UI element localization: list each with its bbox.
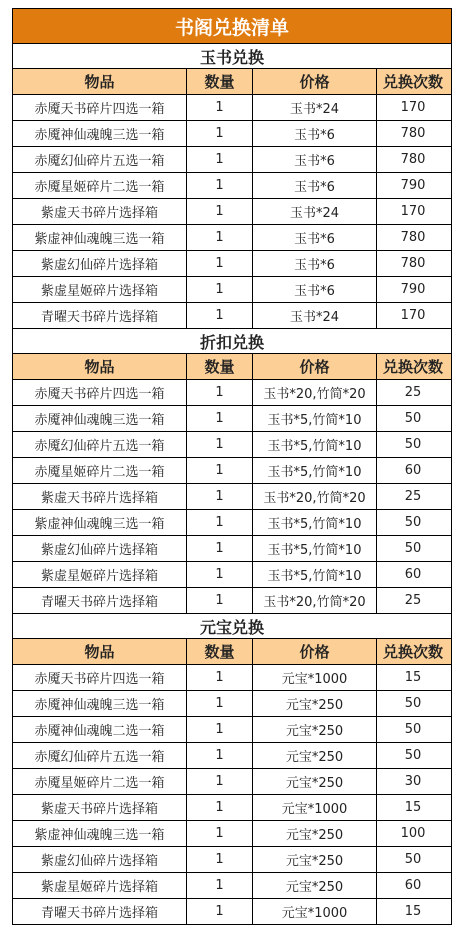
- price-cell: 玉书*6: [253, 225, 377, 250]
- price-cell: 玉书*5,竹简*10: [253, 510, 377, 535]
- table-row: [13, 147, 451, 173]
- times-cell: 780: [400, 126, 426, 141]
- qty-cell: 1: [187, 147, 253, 172]
- times-cell: 60: [404, 878, 422, 893]
- times-cell: 100: [400, 826, 426, 841]
- table-row: [13, 821, 451, 847]
- price-cell: 元宝*250: [253, 691, 377, 716]
- table-row: [13, 277, 451, 303]
- qty-cell: 1: [187, 277, 253, 302]
- table-row: [13, 899, 451, 925]
- price-cell: 元宝*1000: [253, 665, 377, 690]
- header-item: 物品: [13, 69, 187, 94]
- table-row: [13, 406, 451, 432]
- qty-cell: 1: [187, 406, 253, 431]
- times-cell: 780: [400, 152, 426, 167]
- item-cell: 赤魇幻仙碎片五选一箱: [13, 743, 187, 768]
- price-cell: 玉书*5,竹简*10: [253, 562, 377, 587]
- qty-cell: 1: [187, 769, 253, 794]
- table-row: [13, 873, 451, 899]
- times-cell: 780: [400, 256, 426, 271]
- qty-cell: 1: [187, 380, 253, 405]
- table-row: [13, 510, 451, 536]
- price-cell: 玉书*6: [253, 147, 377, 172]
- header-times: 兑换次数: [382, 73, 443, 91]
- times-cell: 50: [404, 541, 422, 556]
- item-cell: 紫虚神仙魂魄三选一箱: [13, 225, 187, 250]
- times-cell: 15: [404, 670, 422, 685]
- table-row: [13, 743, 451, 769]
- qty-cell: 1: [187, 121, 253, 146]
- item-cell: 紫虚幻仙碎片选择箱: [13, 847, 187, 872]
- table-row: [13, 588, 451, 614]
- price-cell: 玉书*24: [253, 199, 377, 224]
- price-cell: 玉书*6: [253, 251, 377, 276]
- table-row: [13, 717, 451, 743]
- times-cell: 50: [404, 437, 422, 452]
- price-cell: 玉书*20,竹简*20: [253, 484, 377, 509]
- item-cell: 赤魇神仙魂魄三选一箱: [13, 691, 187, 716]
- table-header-row: [13, 639, 451, 665]
- times-cell: 170: [400, 100, 426, 115]
- table-row: [13, 199, 451, 225]
- price-cell: 元宝*250: [253, 743, 377, 768]
- qty-cell: 1: [187, 251, 253, 276]
- qty-cell: 1: [187, 691, 253, 716]
- item-cell: 紫虚星姬碎片选择箱: [13, 873, 187, 898]
- qty-cell: 1: [187, 95, 253, 120]
- qty-cell: 1: [187, 458, 253, 483]
- item-cell: 赤魇神仙魂魄三选一箱: [13, 121, 187, 146]
- times-cell: 50: [404, 722, 422, 737]
- item-cell: 紫虚天书碎片选择箱: [13, 795, 187, 820]
- qty-cell: 1: [187, 199, 253, 224]
- item-cell: 紫虚幻仙碎片选择箱: [13, 536, 187, 561]
- item-cell: 赤魇天书碎片四选一箱: [13, 380, 187, 405]
- table-row: [13, 173, 451, 199]
- price-cell: 元宝*250: [253, 821, 377, 846]
- table-row: [13, 691, 451, 717]
- sections-container: [13, 44, 451, 925]
- times-cell: 170: [400, 308, 426, 323]
- price-cell: 玉书*6: [253, 121, 377, 146]
- times-cell: 25: [404, 593, 422, 608]
- price-cell: 玉书*20,竹简*20: [253, 380, 377, 405]
- item-cell: 青曜天书碎片选择箱: [13, 588, 187, 613]
- item-cell: 紫虚星姬碎片选择箱: [13, 562, 187, 587]
- item-cell: 紫虚神仙魂魄三选一箱: [13, 821, 187, 846]
- times-cell: 50: [404, 852, 422, 867]
- table-row: [13, 795, 451, 821]
- item-cell: 青曜天书碎片选择箱: [13, 303, 187, 328]
- qty-cell: 1: [187, 588, 253, 613]
- qty-cell: 1: [187, 536, 253, 561]
- item-cell: 紫虚天书碎片选择箱: [13, 199, 187, 224]
- header-times: 兑换次数: [382, 358, 443, 376]
- times-cell: 15: [404, 904, 422, 919]
- price-cell: 元宝*250: [253, 873, 377, 898]
- qty-cell: 1: [187, 562, 253, 587]
- section-title: 折扣兑换: [13, 329, 451, 354]
- table-row: [13, 380, 451, 406]
- times-cell: 60: [404, 463, 422, 478]
- table-header-row: [13, 69, 451, 95]
- times-cell: 780: [400, 230, 426, 245]
- qty-cell: 1: [187, 510, 253, 535]
- item-cell: 青曜天书碎片选择箱: [13, 899, 187, 924]
- section-title: 元宝兑换: [13, 614, 451, 639]
- table-row: [13, 95, 451, 121]
- qty-cell: 1: [187, 795, 253, 820]
- times-cell: 25: [404, 385, 422, 400]
- item-cell: 紫虚天书碎片选择箱: [13, 484, 187, 509]
- header-qty: 数量: [187, 639, 253, 664]
- times-cell: 30: [404, 774, 422, 789]
- price-cell: 玉书*24: [253, 303, 377, 328]
- qty-cell: 1: [187, 484, 253, 509]
- table-row: [13, 432, 451, 458]
- qty-cell: 1: [187, 717, 253, 742]
- times-cell: 790: [400, 178, 426, 193]
- item-cell: 赤魇幻仙碎片五选一箱: [13, 432, 187, 457]
- table-row: [13, 303, 451, 329]
- table-row: [13, 769, 451, 795]
- table-row: [13, 847, 451, 873]
- times-cell: 50: [404, 696, 422, 711]
- qty-cell: 1: [187, 665, 253, 690]
- exchange-sheet: [12, 8, 452, 925]
- qty-cell: 1: [187, 873, 253, 898]
- price-cell: 元宝*1000: [253, 795, 377, 820]
- table-row: [13, 536, 451, 562]
- price-cell: 玉书*6: [253, 277, 377, 302]
- qty-cell: 1: [187, 821, 253, 846]
- qty-cell: 1: [187, 225, 253, 250]
- times-cell: 170: [400, 204, 426, 219]
- price-cell: 玉书*5,竹简*10: [253, 458, 377, 483]
- price-cell: 玉书*24: [253, 95, 377, 120]
- section-title: 玉书兑换: [13, 44, 451, 69]
- table-row: [13, 251, 451, 277]
- table-row: [13, 225, 451, 251]
- table-row: [13, 458, 451, 484]
- times-cell: 50: [404, 411, 422, 426]
- item-cell: 赤魇星姬碎片二选一箱: [13, 769, 187, 794]
- price-cell: 玉书*5,竹简*10: [253, 406, 377, 431]
- price-cell: 元宝*250: [253, 769, 377, 794]
- qty-cell: 1: [187, 743, 253, 768]
- price-cell: 元宝*1000: [253, 899, 377, 924]
- table-row: [13, 484, 451, 510]
- item-cell: 赤魇星姬碎片二选一箱: [13, 173, 187, 198]
- qty-cell: 1: [187, 173, 253, 198]
- times-cell: 50: [404, 748, 422, 763]
- price-cell: 元宝*250: [253, 847, 377, 872]
- table-row: [13, 562, 451, 588]
- header-price: 价格: [253, 354, 377, 379]
- qty-cell: 1: [187, 303, 253, 328]
- price-cell: 玉书*5,竹简*10: [253, 432, 377, 457]
- sheet-title: 书阁兑换清单: [13, 8, 451, 44]
- item-cell: 赤魇神仙魂魄二选一箱: [13, 717, 187, 742]
- table-header-row: [13, 354, 451, 380]
- item-cell: 赤魇天书碎片四选一箱: [13, 95, 187, 120]
- header-qty: 数量: [187, 354, 253, 379]
- item-cell: 赤魇神仙魂魄三选一箱: [13, 406, 187, 431]
- times-cell: 60: [404, 567, 422, 582]
- item-cell: 紫虚星姬碎片选择箱: [13, 277, 187, 302]
- item-cell: 紫虚幻仙碎片选择箱: [13, 251, 187, 276]
- times-cell: 790: [400, 282, 426, 297]
- table-row: [13, 121, 451, 147]
- header-price: 价格: [253, 69, 377, 94]
- qty-cell: 1: [187, 847, 253, 872]
- qty-cell: 1: [187, 432, 253, 457]
- price-cell: 玉书*6: [253, 173, 377, 198]
- header-times: 兑换次数: [382, 643, 443, 661]
- header-item: 物品: [13, 354, 187, 379]
- price-cell: 玉书*5,竹简*10: [253, 536, 377, 561]
- item-cell: 赤魇幻仙碎片五选一箱: [13, 147, 187, 172]
- table-row: [13, 665, 451, 691]
- header-qty: 数量: [187, 69, 253, 94]
- times-cell: 25: [404, 489, 422, 504]
- item-cell: 赤魇天书碎片四选一箱: [13, 665, 187, 690]
- times-cell: 50: [404, 515, 422, 530]
- item-cell: 紫虚神仙魂魄三选一箱: [13, 510, 187, 535]
- times-cell: 15: [404, 800, 422, 815]
- price-cell: 玉书*20,竹简*20: [253, 588, 377, 613]
- price-cell: 元宝*250: [253, 717, 377, 742]
- qty-cell: 1: [187, 899, 253, 924]
- header-price: 价格: [253, 639, 377, 664]
- item-cell: 赤魇星姬碎片二选一箱: [13, 458, 187, 483]
- header-item: 物品: [13, 639, 187, 664]
